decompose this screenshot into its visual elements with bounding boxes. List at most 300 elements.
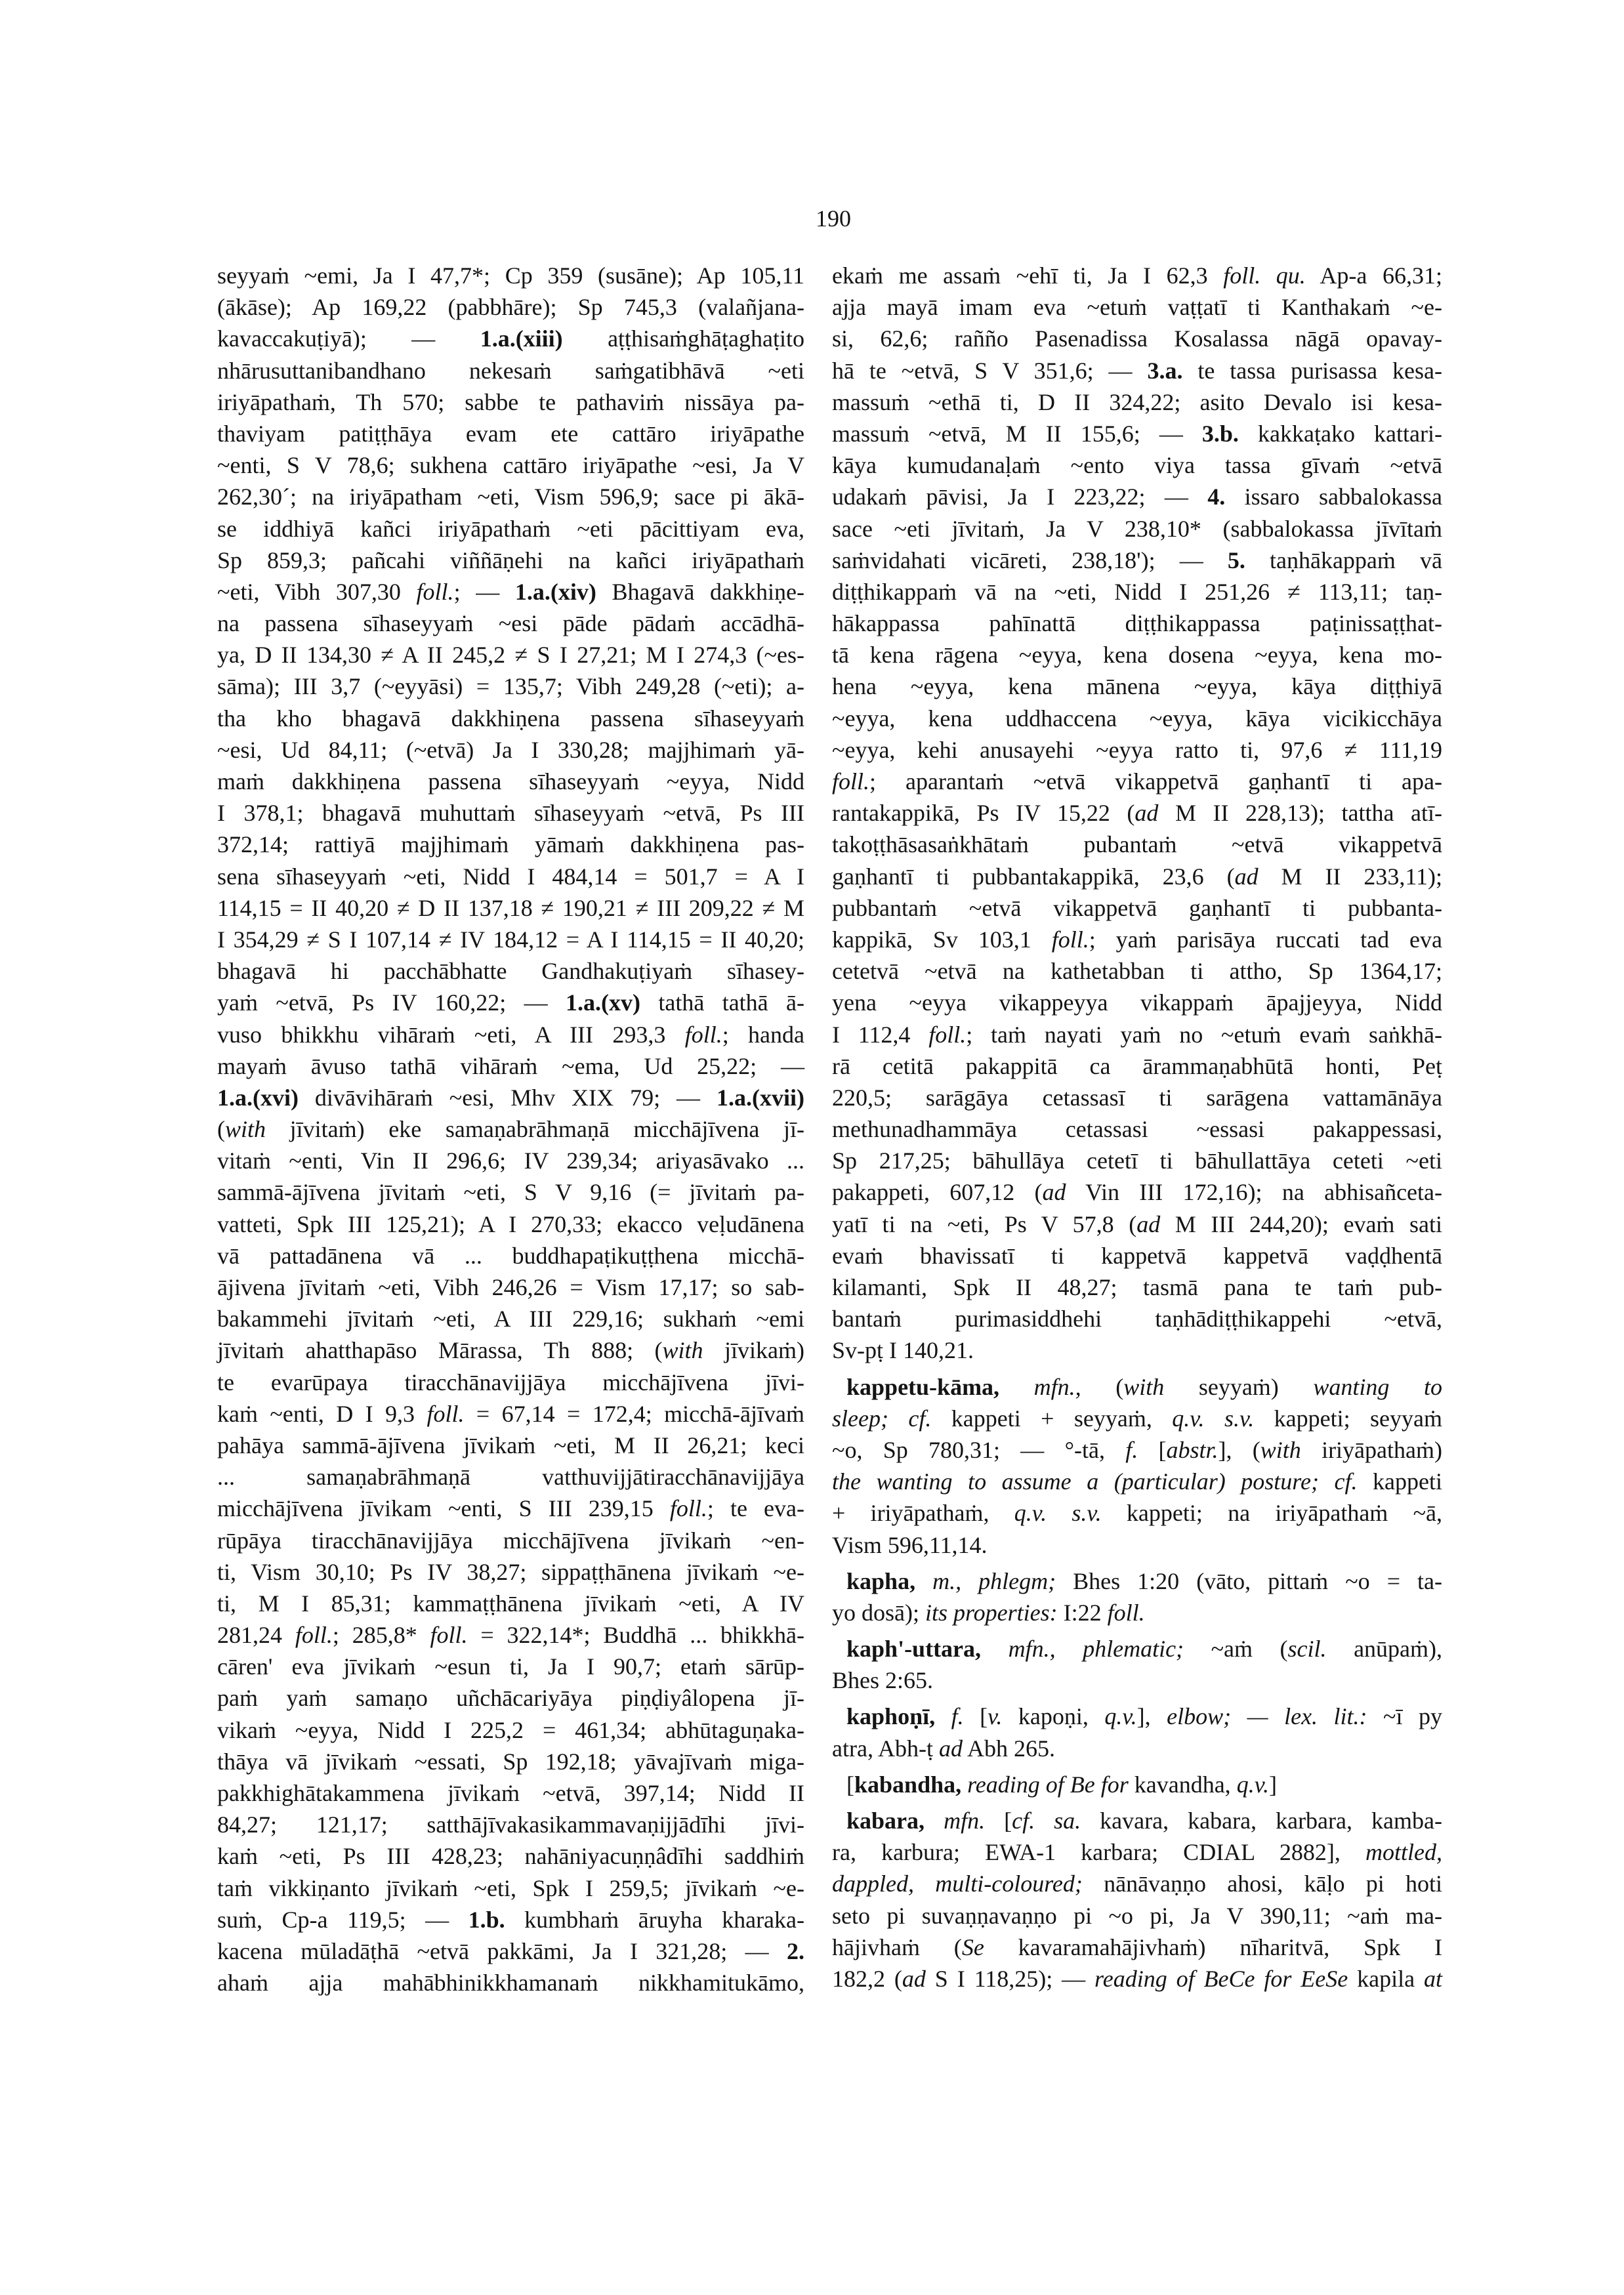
text-line <box>832 1963 1442 1995</box>
text-line <box>217 355 804 386</box>
text-run: taṇhākappaṁ vā <box>1245 547 1443 573</box>
text-run: ti, Vism 30,10; Ps IV 38,27; sippaṭṭhānena jīvikaṁ ~e- <box>217 1558 804 1585</box>
text-run: pubbantaṁ ~etvā vikappetvā gaṇhantī ti pubbanta- <box>832 894 1442 921</box>
italic-text: with <box>1260 1436 1301 1463</box>
text-run: pakkhighātakammena jīvikaṁ ~etvā, 397,14; Nidd II <box>217 1780 804 1806</box>
text-run: paṁ yaṁ samaṇo uñchācariyāya piṇḍiyâlopena jī- <box>217 1685 804 1712</box>
italic-text: with <box>662 1337 703 1364</box>
text-run <box>915 1568 932 1594</box>
text-run: kavara, kabara, karbara, kamba- <box>1081 1808 1442 1834</box>
italic-text: q.v. <box>1236 1771 1269 1798</box>
text-line <box>217 1556 804 1588</box>
text-run: taṁ vikkiṇanto jīvikaṁ ~eti, Spk I 259,5; jīvikaṁ ~e- <box>217 1874 804 1901</box>
text-run: kaṁ ~enti, D I 9,3 <box>217 1400 427 1427</box>
text-run: bhagavā hi pacchābhatte Gandhakuṭiyaṁ sīhasey- <box>217 958 804 985</box>
text-line <box>217 1651 804 1682</box>
text-run: bakammehi jīvitaṁ ~eti, A III 229,16; sukhaṁ ~emi <box>217 1306 804 1333</box>
text-run: = 322,14*; Buddhā ... bhikkhā- <box>467 1622 805 1649</box>
italic-text: q.v. <box>1104 1703 1137 1730</box>
text-run: kapila <box>1348 1965 1424 1992</box>
text-run: diṭṭhikappaṁ vā na ~eti, Nidd I 251,26 ≠ 113,11; taṇ- <box>832 578 1442 605</box>
italic-text: wanting to <box>1313 1373 1442 1400</box>
text-run: nhārusuttanibandhano nekesaṁ saṁgatibhāvā ~eti <box>217 357 804 384</box>
text-run: ājivena jīvitaṁ ~eti, Vibh 246,26 = Vism 17,17; so sab- <box>217 1274 804 1300</box>
text-run: seyyaṁ ~emi, Ja I 47,7*; Cp 359 (susāne); Ap 105,11 <box>217 262 804 289</box>
italic-text: ad <box>1042 1179 1066 1206</box>
text-line <box>832 1240 1442 1272</box>
bold-headword: 2. <box>787 1937 804 1964</box>
text-run: [ <box>846 1771 854 1798</box>
text-run: = 67,14 = 172,4; micchā-ājīvaṁ <box>464 1400 804 1427</box>
italic-text: its properties: <box>925 1599 1058 1626</box>
text-line <box>832 545 1442 576</box>
bold-headword: kabandha, <box>854 1771 962 1798</box>
italic-text: reading of BeCe for EeSe <box>1094 1965 1348 1992</box>
text-line <box>832 1334 1442 1366</box>
text-line <box>217 1430 804 1461</box>
text-run: ~o, Sp 780,31; — °-tā, <box>832 1436 1126 1463</box>
text-run: I:22 <box>1057 1599 1108 1626</box>
bold-headword: kaphoṇī, <box>846 1703 936 1730</box>
text-run: iriyāpathaṁ) <box>1301 1436 1442 1463</box>
bold-headword: 5. <box>1227 547 1245 573</box>
text-run: sāma); III 3,7 (~eyyāsi) = 135,7; Vibh 249,28 (~eti); a- <box>217 673 804 700</box>
italic-text: foll. qu. <box>1223 262 1306 289</box>
italic-text: scil. <box>1287 1636 1327 1663</box>
text-run: mayaṁ āvuso tathā vihāraṁ ~ema, Ud 25,22; — <box>217 1052 804 1079</box>
text-run <box>981 1636 1009 1662</box>
text-run: cāren' eva jīvikaṁ ~esun ti, Ja I 90,7; etaṁ sārūp- <box>217 1653 804 1680</box>
text-line <box>832 1836 1442 1868</box>
text-run: bantaṁ purimasiddhehi taṇhādiṭṭhikappehi ~etvā, <box>832 1306 1442 1333</box>
text-run: 220,5; sarāgāya cetassasī ti sarāgena vattamānāya <box>832 1084 1442 1111</box>
text-line <box>832 671 1442 702</box>
text-run: sena sīhaseyyaṁ ~eti, Nidd I 484,14 = 501,7 = A I <box>217 863 804 890</box>
text-run: atra, Abh-ṭ <box>832 1735 939 1762</box>
text-line <box>832 1019 1442 1050</box>
text-run: divāvihāraṁ ~esi, Mhv XIX 79; — <box>298 1084 717 1111</box>
text-run: sammā-ājīvena jīvitaṁ ~eti, S V 9,16 (= jīvitaṁ pa- <box>217 1179 804 1206</box>
text-line <box>832 1145 1442 1176</box>
text-line <box>832 1434 1442 1466</box>
text-line <box>217 418 804 449</box>
text-line <box>217 703 804 734</box>
text-run: nānāvaṇṇo ahosi, kāḷo pi hoti <box>1082 1871 1442 1897</box>
text-run: te tassa purisassa kesa- <box>1182 357 1443 384</box>
text-run: ti, M I 85,31; kammaṭṭhānena jīvikaṁ ~eti, A IV <box>217 1590 804 1617</box>
text-line <box>217 449 804 481</box>
text-run: Vism 596,11,14. <box>832 1531 988 1558</box>
text-run: kakkaṭako kattari- <box>1238 420 1442 447</box>
text-run: massuṁ ~ethā ti, D II 324,22; asito Devalo isi kesa- <box>832 388 1442 415</box>
text-line <box>217 1809 804 1840</box>
text-run: I 354,29 ≠ S I 107,14 ≠ IV 184,12 = A I 114,15 = II 40,20; <box>217 926 804 953</box>
text-run: evaṁ bhavissatī ti kappetvā kappetvā vaḍḍhentā <box>832 1242 1442 1269</box>
italic-text: foll. <box>928 1021 967 1048</box>
text-line <box>217 1461 804 1493</box>
text-line <box>217 797 804 829</box>
text-line <box>832 861 1442 892</box>
text-run: 182,2 ( <box>832 1965 902 1992</box>
italic-text: mfn., phlematic; <box>1008 1636 1184 1663</box>
text-line <box>832 449 1442 481</box>
text-line <box>217 1935 804 1967</box>
text-line <box>217 924 804 955</box>
text-run: Bhes 2:65. <box>832 1667 934 1694</box>
italic-text: with <box>1123 1373 1165 1400</box>
text-run: kappeti; seyyaṁ <box>1254 1405 1443 1432</box>
text-run: M II 233,11); <box>1258 863 1442 890</box>
text-run: maṁ dakkhiṇena passena sīhaseyyaṁ ~eyya, Nidd <box>217 768 804 795</box>
italic-text: abstr. <box>1166 1436 1218 1463</box>
text-line <box>217 323 804 354</box>
text-line <box>217 734 804 766</box>
italic-text: v. <box>988 1703 1003 1730</box>
text-line <box>832 323 1442 354</box>
text-line <box>217 1967 804 1998</box>
bold-headword: 4. <box>1207 484 1226 510</box>
text-line <box>832 1303 1442 1334</box>
text-run: ], ( <box>1218 1436 1260 1463</box>
text-line <box>832 1497 1442 1529</box>
text-line <box>832 1565 1442 1597</box>
italic-text: ad <box>1136 1210 1161 1237</box>
text-line <box>217 1588 804 1619</box>
text-line <box>832 291 1442 323</box>
text-run: Sp 859,3; pañcahi viññāṇehi na kañci iriyāpathaṁ <box>217 547 804 573</box>
text-line <box>217 1082 804 1113</box>
text-line <box>217 766 804 797</box>
text-run: ajja mayā imam eva ~etuṁ vaṭṭatī ti Kanthakaṁ ~e- <box>832 294 1442 321</box>
bold-headword: 1.a.(xvii) <box>717 1084 804 1111</box>
text-line <box>217 1746 804 1777</box>
text-run: vatteti, Spk III 125,21); A I 270,33; ekacco veḷudānena <box>217 1210 804 1237</box>
text-line <box>217 1145 804 1176</box>
text-line <box>832 1733 1442 1764</box>
text-run: I 378,1; bhagavā muhuttaṁ sīhaseyyaṁ ~etvā, Ps III <box>217 800 804 827</box>
italic-text: the wanting to assume a (particular) posture; cf. <box>832 1468 1358 1495</box>
text-run: jīvitaṁ) eke samaṇabrāhmaṇā micchājīvena jī- <box>266 1116 804 1143</box>
text-run: ; 285,8* <box>332 1622 430 1649</box>
bold-headword: 1.a.(xvi) <box>217 1084 299 1111</box>
text-line <box>832 955 1442 987</box>
text-line <box>217 545 804 576</box>
text-run: thāya vā jīvikaṁ ~essati, Sp 192,18; yāvajīvaṁ miga- <box>217 1748 804 1775</box>
text-line <box>832 1805 1442 1836</box>
text-run: rā cetitā pakappitā ca ārammaṇabhūtā honti, Peṭ <box>832 1052 1442 1079</box>
text-run: ], <box>1136 1703 1167 1730</box>
italic-text: f. <box>1125 1436 1138 1463</box>
text-run: hākappassa pahīnattā diṭṭhikappassa paṭinissaṭṭhat- <box>832 610 1442 637</box>
text-run: Bhes 1:20 (vāto, pittaṁ ~o = ta- <box>1056 1567 1442 1594</box>
text-line <box>217 861 804 892</box>
italic-text: foll. <box>669 1495 707 1522</box>
text-line <box>217 291 804 323</box>
text-run: kavaccakuṭiyā); — <box>217 325 480 352</box>
text-line <box>217 639 804 671</box>
left-text-column <box>217 260 804 1998</box>
text-line <box>217 1303 804 1334</box>
text-line <box>832 481 1442 512</box>
text-line <box>832 513 1442 545</box>
text-run: 281,24 <box>217 1622 295 1649</box>
bold-headword: 3.a. <box>1147 357 1183 384</box>
italic-text: q.v. s.v. <box>1014 1500 1102 1527</box>
text-line <box>217 1019 804 1050</box>
text-run <box>999 1374 1034 1400</box>
text-run: udakaṁ pāvisi, Ja I 223,22; — <box>832 484 1208 510</box>
text-run: te evarūpaya tiracchānavijjāya micchājīvena jīvi- <box>217 1369 804 1396</box>
text-run: si, 62,6; rañño Pasenadissa Kosalassa nāgā opavay- <box>832 325 1442 352</box>
text-run: ; te eva- <box>707 1495 804 1522</box>
text-line <box>832 703 1442 734</box>
text-run: Abh 265. <box>962 1735 1055 1762</box>
text-run: kappeti; na iriyāpathaṁ ~ā, <box>1101 1500 1443 1527</box>
bold-headword: kaph'-uttara, <box>846 1636 982 1663</box>
text-line <box>832 1371 1442 1403</box>
text-run: 372,14; rattiyā majjhimaṁ yāmaṁ dakkhiṇena pas- <box>217 831 804 858</box>
text-run: pahāya sammā-ājīvena jīvikaṁ ~eti, M II 26,21; keci <box>217 1432 804 1458</box>
text-run: 84,27; 121,17; satthājīvakasikammavaṇijjādīhi jīvi- <box>217 1811 804 1838</box>
text-run: takoṭṭhāsasaṅkhātaṁ pubantaṁ ~etvā vikappetvā <box>832 831 1442 858</box>
text-run: ra, karbura; EWA-1 karbara; CDIAL 2882], <box>832 1839 1366 1866</box>
bold-headword: kabara, <box>846 1808 925 1834</box>
text-line <box>832 797 1442 829</box>
text-line <box>832 924 1442 955</box>
text-line <box>832 1529 1442 1561</box>
italic-text: ad <box>902 1965 926 1992</box>
text-run: M II 228,13); tattha atī- <box>1158 800 1442 827</box>
text-line <box>832 892 1442 924</box>
text-run: seto pi suvaṇṇavaṇṇo pi ~o pi, Ja V 390,11; ~aṁ ma- <box>832 1902 1442 1929</box>
text-run: issaro sabbalokassa <box>1225 484 1442 510</box>
text-run: kacena mūladāṭhā ~etvā pakkāmi, Ja I 321,28; — <box>217 1937 787 1964</box>
text-run: iriyāpathaṁ, Th 570; sabbe te pathaviṁ nissāya pa- <box>217 388 804 415</box>
text-line <box>832 260 1442 291</box>
text-line <box>217 1872 804 1904</box>
text-line <box>832 734 1442 766</box>
bold-headword: 1.a.(xiii) <box>480 325 563 352</box>
text-line <box>832 1403 1442 1434</box>
text-run: tathā tathā ā- <box>640 989 804 1016</box>
text-run: (ākāse); Ap 169,22 (pabbhāre); Sp 745,3 (valañjana- <box>217 294 804 321</box>
italic-text: ad <box>1234 863 1259 890</box>
text-line <box>217 1682 804 1714</box>
text-run: ( <box>217 1116 225 1143</box>
text-run: yaṁ ~etvā, Ps IV 160,22; — <box>217 989 566 1016</box>
text-run: anūpaṁ), <box>1326 1636 1443 1663</box>
text-run: saṁvidahati vicāreti, 238,18'); — <box>832 547 1228 573</box>
text-line <box>217 576 804 608</box>
text-run: se iddhiyā kañci iriyāpathaṁ ~eti pācittiyam eva, <box>217 515 804 542</box>
text-line <box>217 481 804 512</box>
text-line <box>217 955 804 987</box>
text-run: rūpāya tiracchānavijjāya micchājīvena jīvikaṁ ~en- <box>217 1527 804 1554</box>
text-line <box>832 418 1442 449</box>
text-line <box>217 829 804 860</box>
text-line <box>832 355 1442 386</box>
text-line <box>217 1840 804 1872</box>
text-run: ~eyya, kena uddhaccena ~eyya, kāya vicikicchāya <box>832 705 1442 732</box>
italic-text: mfn., <box>1033 1373 1081 1400</box>
italic-text: foll. <box>416 578 454 605</box>
text-run: ekaṁ me assaṁ ~ehī ti, Ja I 62,3 <box>832 262 1224 289</box>
text-line <box>217 892 804 924</box>
text-line <box>217 1050 804 1082</box>
right-text-column <box>832 260 1442 1995</box>
text-run: massuṁ ~etvā, M II 155,6; — <box>832 420 1202 447</box>
italic-text: ad <box>1135 800 1159 827</box>
italic-text: dappled, multi-coloured; <box>832 1871 1083 1897</box>
text-run: vitaṁ ~enti, Vin II 296,6; IV 239,34; ariyasāvako ... <box>217 1148 804 1174</box>
page-number: 190 <box>816 205 851 232</box>
text-run: pakappeti, 607,12 ( <box>832 1179 1043 1206</box>
text-run: M III 244,20); evaṁ sati <box>1160 1210 1442 1237</box>
italic-text: foll. <box>832 768 870 795</box>
italic-text: f. <box>951 1703 964 1730</box>
text-run: ; yaṁ parisāya ruccati tad eva <box>1089 926 1442 953</box>
text-run: ~esi, Ud 84,11; (~etvā) Ja I 330,28; majjhimaṁ yā- <box>217 736 804 763</box>
text-line <box>217 1209 804 1240</box>
italic-text: foll. <box>1051 926 1089 953</box>
text-line <box>217 513 804 545</box>
text-line <box>832 987 1442 1018</box>
text-run: tha kho bhagavā dakkhiṇena passena sīhaseyyaṁ <box>217 705 804 732</box>
italic-text: elbow; — lex. lit.: <box>1167 1703 1367 1730</box>
text-line <box>217 1240 804 1272</box>
text-line <box>217 1367 804 1398</box>
text-run: + iriyāpathaṁ, <box>832 1500 1014 1527</box>
text-line <box>217 1777 804 1809</box>
text-line <box>217 260 804 291</box>
text-run: ~aṁ ( <box>1184 1636 1288 1663</box>
text-run: kappikā, Sv 103,1 <box>832 926 1052 953</box>
text-run: Vin III 172,16); na abhisañceta- <box>1066 1179 1442 1206</box>
text-line <box>217 1619 804 1651</box>
text-line <box>832 1113 1442 1145</box>
text-line <box>832 576 1442 608</box>
text-line <box>217 1398 804 1430</box>
text-run: kumbhaṁ āruyha kharaka- <box>505 1906 804 1933</box>
text-line <box>217 1272 804 1303</box>
text-run: I 112,4 <box>832 1021 929 1048</box>
text-line <box>832 1701 1442 1732</box>
text-run: ~eyya, kehi anusayehi ~eyya ratto ti, 97,6 ≠ 111,19 <box>832 736 1442 763</box>
italic-text: sleep; cf. <box>832 1405 932 1432</box>
italic-text: foll. <box>1107 1599 1145 1626</box>
text-line <box>217 1113 804 1145</box>
text-run: ; taṁ nayati yaṁ no ~etuṁ evaṁ saṅkhā- <box>966 1021 1442 1048</box>
text-run: tā kena rāgena ~eyya, kena dosena ~eyya, kena mo- <box>832 642 1442 669</box>
text-run <box>935 1703 951 1729</box>
bold-headword: 1.a.(xiv) <box>514 578 596 605</box>
text-line <box>832 1868 1442 1899</box>
italic-text: foll. <box>430 1622 468 1649</box>
text-line <box>217 1176 804 1208</box>
text-run: methunadhammāya cetassasi ~essasi pakappessasi, <box>832 1116 1442 1143</box>
text-run: Sp 217,25; bāhullāya cetetī ti bāhullattāya ceteti ~eti <box>832 1148 1442 1174</box>
italic-text: foll. <box>295 1622 333 1649</box>
text-run: [ <box>985 1808 1012 1834</box>
text-run: ; handa <box>722 1021 804 1048</box>
text-line <box>832 1769 1442 1800</box>
text-run: kāya kumudanaḷaṁ ~ento viya tassa gīvaṁ ~etvā <box>832 452 1442 479</box>
text-run: 262,30´; na iriyāpatham ~eti, Vism 596,9; sace pi ākā- <box>217 484 804 510</box>
text-run: yena ~eyya vikappeyya vikappaṁ āpajjeyya, Nidd <box>832 989 1442 1016</box>
italic-text: m., phlegm; <box>932 1567 1056 1594</box>
text-run: aṭṭhisaṁghāṭaghaṭito <box>562 325 804 352</box>
text-run: suṁ, Cp-a 119,5; — <box>217 1906 468 1933</box>
text-run: Ap-a 66,31; <box>1305 262 1443 289</box>
text-line <box>217 1525 804 1556</box>
text-line <box>832 1082 1442 1113</box>
text-line <box>217 1714 804 1746</box>
text-run: S I 118,25); — <box>925 1965 1095 1992</box>
text-line <box>217 386 804 418</box>
text-run: vuso bhikkhu vihāraṁ ~eti, A III 293,3 <box>217 1021 685 1048</box>
text-run: ; — <box>453 578 515 605</box>
text-run: gaṇhantī ti pubbantakappikā, 23,6 ( <box>832 863 1235 890</box>
text-run: ; aparantaṁ ~etvā vikappetvā gaṇhantī ti apa- <box>869 768 1442 795</box>
text-line <box>832 1633 1442 1664</box>
text-line <box>217 1493 804 1524</box>
bold-headword: kappetu-kāma, <box>846 1373 1000 1400</box>
text-run: ya, D II 134,30 ≠ A II 245,2 ≠ S I 27,21; M I 274,3 (~es- <box>217 642 804 669</box>
text-line <box>832 1176 1442 1208</box>
italic-text: foll. <box>684 1021 722 1048</box>
bold-headword: 3.b. <box>1201 420 1239 447</box>
text-run: na passena sīhaseyyaṁ ~esi pāde pādaṁ accādhā- <box>217 610 804 637</box>
text-line <box>832 386 1442 418</box>
text-run: ~eti, Vibh 307,30 <box>217 578 417 605</box>
text-line <box>217 608 804 639</box>
text-line <box>832 766 1442 797</box>
text-run: Sv-pṭ I 140,21. <box>832 1337 974 1364</box>
italic-text: mottled, <box>1365 1839 1442 1866</box>
text-run: yatī ti na ~eti, Ps V 57,8 ( <box>832 1210 1137 1237</box>
text-line <box>832 1932 1442 1963</box>
text-run: ~enti, S V 78,6; sukhena cattāro iriyāpathe ~esi, Ja V <box>217 452 804 479</box>
italic-text: q.v. s.v. <box>1172 1405 1255 1432</box>
text-run: ~ī py <box>1367 1703 1442 1730</box>
text-run: cetetvā ~etvā na kathetabban ti attho, Sp 1364,17; <box>832 958 1442 985</box>
text-run: ( <box>1081 1373 1124 1400</box>
text-run: kappeti + seyyaṁ, <box>931 1405 1173 1432</box>
text-run: vā pattadānena vā ... buddhapaṭikuṭṭhena micchā- <box>217 1242 804 1269</box>
text-line <box>832 608 1442 639</box>
text-line <box>832 639 1442 671</box>
text-run: jīvitaṁ ahatthapāso Mārassa, Th 888; ( <box>217 1337 663 1364</box>
text-line <box>832 1272 1442 1303</box>
bold-headword: kapha, <box>846 1567 916 1594</box>
text-run: jīvikaṁ) <box>703 1337 804 1364</box>
text-line <box>832 1209 1442 1240</box>
text-run: vikaṁ ~eyya, Nidd I 225,2 = 461,34; abhūtaguṇaka- <box>217 1716 804 1743</box>
italic-text: foll. <box>427 1400 465 1427</box>
text-run: [ <box>1138 1436 1167 1463</box>
text-line <box>217 987 804 1018</box>
italic-text: with <box>225 1116 266 1143</box>
text-run: seyyaṁ) <box>1164 1373 1314 1400</box>
text-line <box>832 1597 1442 1628</box>
text-line <box>832 1664 1442 1696</box>
text-line <box>832 1900 1442 1932</box>
text-run: hā te ~etvā, S V 351,6; — <box>832 357 1148 384</box>
text-line <box>832 1050 1442 1082</box>
text-line <box>832 829 1442 860</box>
text-run <box>961 1771 967 1798</box>
text-run: sace ~eti jīvitaṁ, Ja V 238,10* (sabbalokassa jīvītaṁ <box>832 515 1442 542</box>
